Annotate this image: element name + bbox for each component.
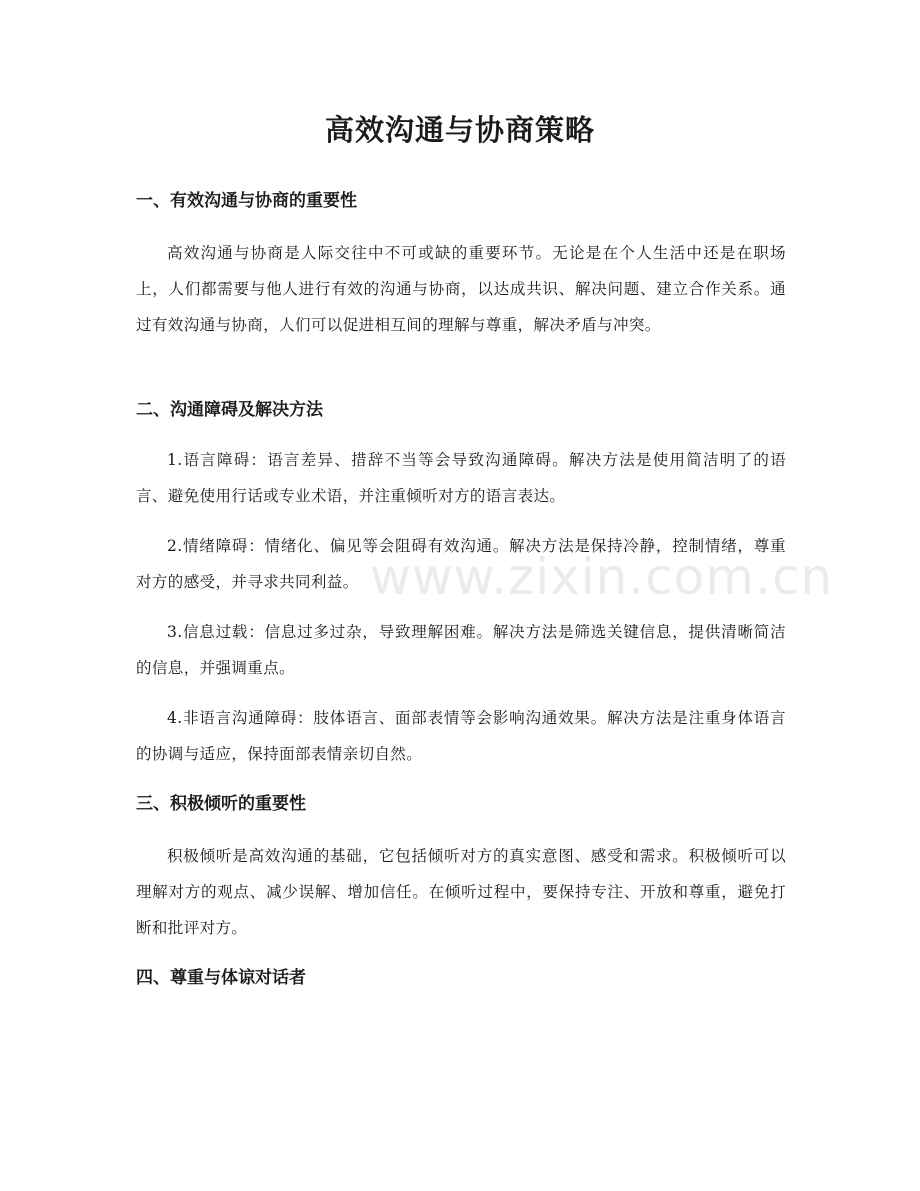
section-heading: 二、沟通障碍及解决方法 <box>136 400 323 420</box>
paragraph: 积极倾听是高效沟通的基础，它包括倾听对方的真实意图、感受和需求。积极倾听可以理解对方的观点、减少误解、增加信任。在倾听过程中，要保持专注、开放和尊重，避免打断和批评对方。 <box>136 847 786 937</box>
list-item-language-barrier: 1.语言障碍：语言差异、措辞不当等会导致沟通障碍。解决方法是使用简洁明了的语言、避免使用行话或专业术语，并注重倾听对方的语言表达。 <box>136 451 786 505</box>
section-heading: 四、尊重与体谅对话者 <box>136 968 306 988</box>
list-item-nonverbal-barrier: 4.非语言沟通障碍：肢体语言、面部表情等会影响沟通效果。解决方法是注重身体语言的协调与适应，保持面部表情亲切自然。 <box>136 709 786 763</box>
watermark: www.zixin.com.cn <box>370 548 834 606</box>
page-title: 高效沟通与协商策略 <box>324 113 595 147</box>
paragraph: 高效沟通与协商是人际交往中不可或缺的重要环节。无论是在个人生活中还是在职场上，人们都需要与他人进行有效的沟通与协商，以达成共识、解决问题、建立合作关系。通过有效沟通与协商，人们可以促进相互间的理解与尊重，解决矛盾与冲突。 <box>136 244 786 334</box>
section-active-listening <box>136 792 786 946</box>
list-item-information-overload: 3.信息过载：信息过多过杂，导致理解困难。解决方法是筛选关键信息，提供清晰简洁的信息，并强调重点。 <box>136 623 786 677</box>
section-heading: 三、积极倾听的重要性 <box>136 794 306 814</box>
section-heading: 一、有效沟通与协商的重要性 <box>136 191 357 211</box>
section-respect <box>136 966 786 990</box>
list-item-emotional-barrier: 2.情绪障碍：情绪化、偏见等会阻碍有效沟通。解决方法是保持冷静，控制情绪，尊重对方的感受，并寻求共同利益。 <box>136 537 786 591</box>
section-importance <box>136 189 786 343</box>
section-barriers <box>136 398 786 772</box>
